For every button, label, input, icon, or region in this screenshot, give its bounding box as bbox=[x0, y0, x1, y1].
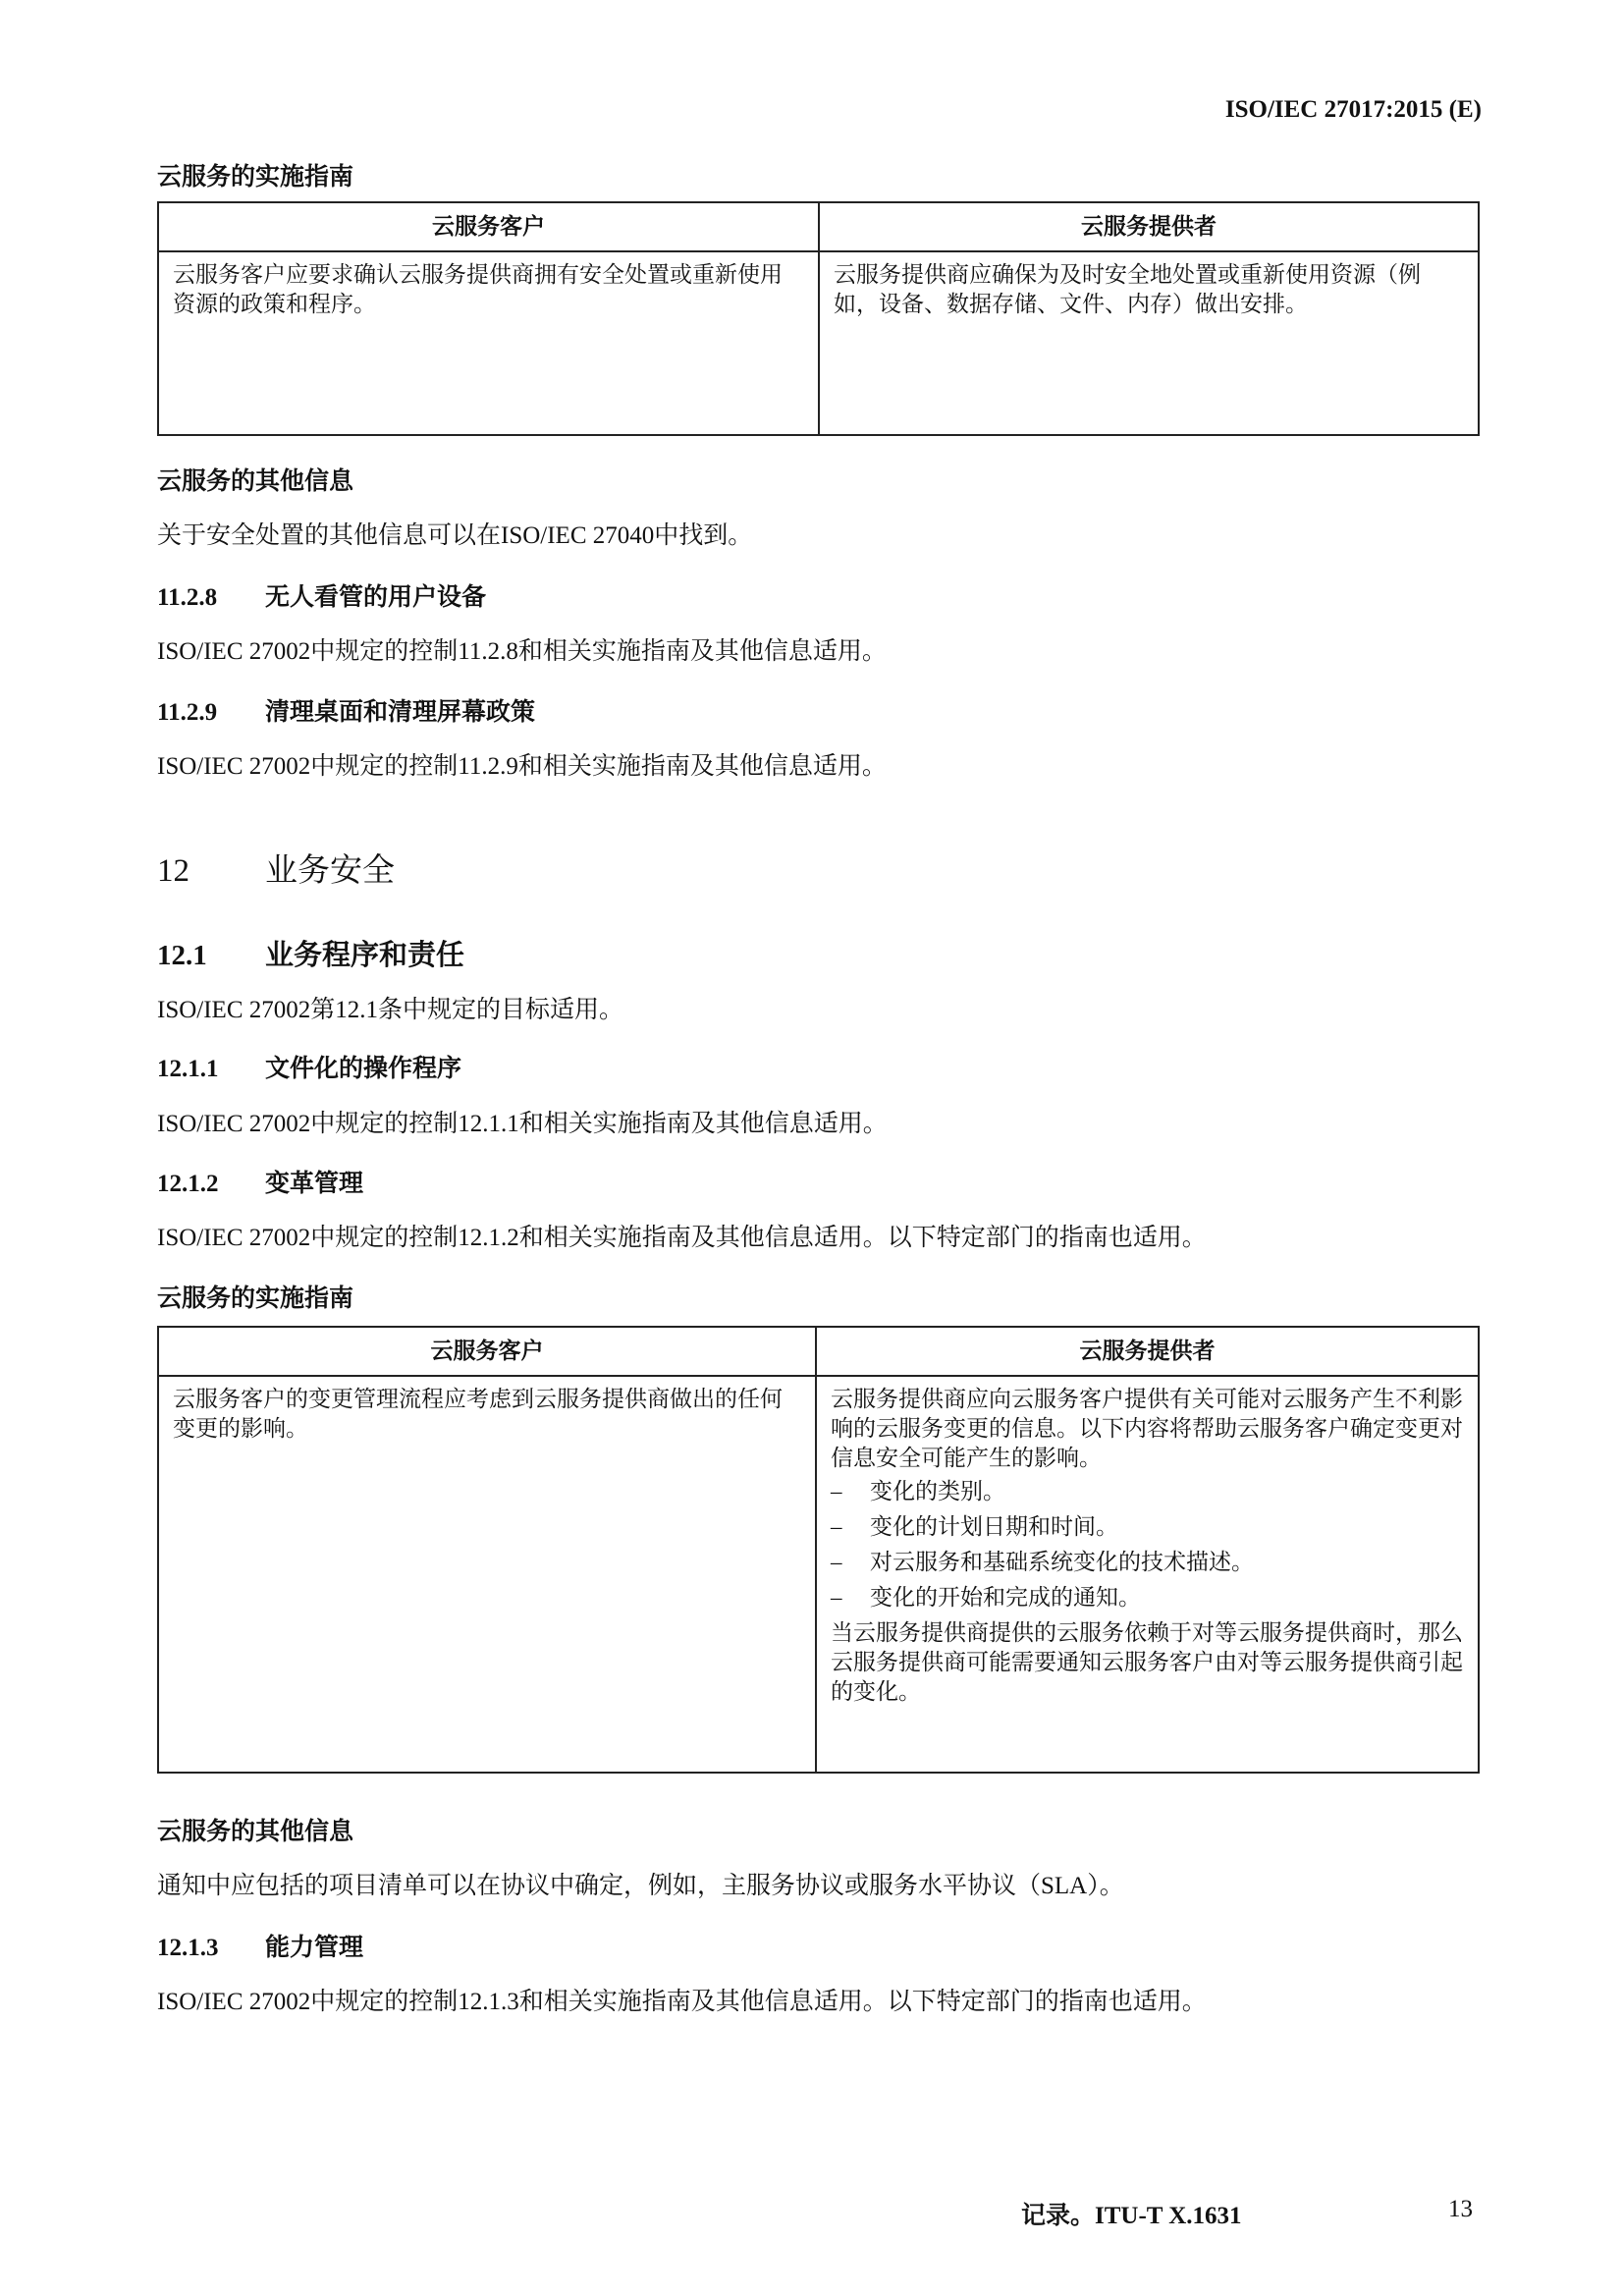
list-dash: – bbox=[831, 1550, 842, 1574]
customer-guidance-cell bbox=[158, 251, 819, 435]
other-information-text: 关于安全处置的其他信息可以在ISO/IEC 27040中找到。 bbox=[157, 522, 753, 549]
chapter-heading-12 bbox=[157, 845, 395, 891]
guidance-table-change-management bbox=[157, 1326, 1480, 1774]
column-header-provider: 云服务提供者 bbox=[819, 202, 1479, 251]
list-item bbox=[831, 1512, 1464, 1542]
other-information-text: 通知中应包括的项目清单可以在协议中确定，例如，主服务协议或服务水平协议（SLA）。 bbox=[157, 1873, 1124, 1899]
provider-guidance-text: 云服务提供商应确保为及时安全地处置或重新使用资源（例如，设备、数据存储、文件、内存）做出安排。 bbox=[834, 262, 1421, 316]
section-heading-12-1 bbox=[157, 933, 464, 973]
section-text-11-2-8: ISO/IEC 27002中规定的控制11.2.8和相关实施指南及其他信息适用。 bbox=[157, 638, 887, 665]
document-id-header: ISO/IEC 27017:2015 (E) bbox=[1224, 96, 1482, 123]
guidance-table-disposal bbox=[157, 201, 1480, 436]
footer-record-label: 记录。ITU-T X.1631 bbox=[1021, 2203, 1242, 2229]
provider-guidance-intro: 云服务提供商应向云服务客户提供有关可能对云服务产生不利影响的云服务变更的信息。以下内容将帮助云服务客户确定变更对信息安全可能产生的影响。 bbox=[831, 1387, 1463, 1470]
section-number: 12.1.1 bbox=[157, 1056, 219, 1082]
customer-guidance-text: 云服务客户应要求确认云服务提供商拥有安全处置或重新使用资源的政策和程序。 bbox=[173, 262, 783, 316]
section-heading-12-1-1 bbox=[157, 1049, 461, 1084]
section-title: 清理桌面和清理屏幕政策 bbox=[265, 699, 536, 726]
section-title: 业务程序和责任 bbox=[265, 940, 465, 971]
section-text-12-1-1: ISO/IEC 27002中规定的控制12.1.1和相关实施指南及其他信息适用。 bbox=[157, 1111, 888, 1137]
section-number: 11.2.9 bbox=[157, 699, 218, 726]
column-header-provider: 云服务提供者 bbox=[816, 1327, 1479, 1376]
provider-guidance-outro: 当云服务提供商提供的云服务依赖于对等云服务提供商时，那么云服务提供商可能需要通知云服务客户由对等云服务提供商引起的变化。 bbox=[831, 1620, 1463, 1704]
chapter-number: 12 bbox=[157, 853, 189, 889]
chapter-title: 业务安全 bbox=[265, 853, 395, 889]
section-text-12-1-3: ISO/IEC 27002中规定的控制12.1.3和相关实施指南及其他信息适用。以下特定部门的指南也适用。 bbox=[157, 1989, 1207, 2015]
implementation-guidance-heading: 云服务的实施指南 bbox=[157, 1285, 354, 1312]
section-heading-11-2-8 bbox=[157, 577, 486, 613]
section-title: 变革管理 bbox=[265, 1171, 364, 1197]
section-title: 无人看管的用户设备 bbox=[265, 584, 487, 611]
section-title: 文件化的操作程序 bbox=[265, 1056, 462, 1082]
provider-guidance-cell bbox=[819, 251, 1479, 435]
implementation-guidance-heading: 云服务的实施指南 bbox=[157, 164, 354, 191]
section-number: 12.1.2 bbox=[157, 1171, 219, 1197]
list-item bbox=[831, 1583, 1464, 1613]
section-number: 11.2.8 bbox=[157, 584, 218, 611]
section-text-12-1: ISO/IEC 27002第12.1条中规定的目标适用。 bbox=[157, 997, 624, 1023]
section-number: 12.1 bbox=[157, 940, 207, 971]
section-heading-12-1-2 bbox=[157, 1164, 363, 1199]
section-number: 12.1.3 bbox=[157, 1935, 219, 1961]
customer-guidance-text: 云服务客户的变更管理流程应考虑到云服务提供商做出的任何变更的影响。 bbox=[173, 1387, 783, 1441]
list-dash: – bbox=[831, 1585, 842, 1610]
other-information-heading: 云服务的其他信息 bbox=[157, 1819, 354, 1845]
list-item bbox=[831, 1548, 1464, 1577]
list-item bbox=[831, 1477, 1464, 1506]
provider-guidance-cell bbox=[816, 1376, 1479, 1773]
list-dash: – bbox=[831, 1514, 842, 1539]
list-item-text: 对云服务和基础系统变化的技术描述。 bbox=[870, 1550, 1254, 1574]
section-heading-12-1-3 bbox=[157, 1928, 363, 1963]
section-text-11-2-9: ISO/IEC 27002中规定的控制11.2.9和相关实施指南及其他信息适用。 bbox=[157, 753, 887, 780]
section-heading-11-2-9 bbox=[157, 692, 535, 728]
column-header-customer: 云服务客户 bbox=[158, 1327, 816, 1376]
section-title: 能力管理 bbox=[265, 1935, 364, 1961]
page-number: 13 bbox=[1448, 2196, 1473, 2222]
customer-guidance-cell bbox=[158, 1376, 816, 1773]
other-information-heading: 云服务的其他信息 bbox=[157, 468, 354, 495]
list-item-text: 变化的开始和完成的通知。 bbox=[870, 1585, 1141, 1610]
list-item-text: 变化的计划日期和时间。 bbox=[870, 1514, 1118, 1539]
section-text-12-1-2: ISO/IEC 27002中规定的控制12.1.2和相关实施指南及其他信息适用。以下特定部门的指南也适用。 bbox=[157, 1225, 1207, 1251]
list-item-text: 变化的类别。 bbox=[870, 1479, 1005, 1503]
list-dash: – bbox=[831, 1479, 842, 1503]
column-header-customer: 云服务客户 bbox=[158, 202, 819, 251]
